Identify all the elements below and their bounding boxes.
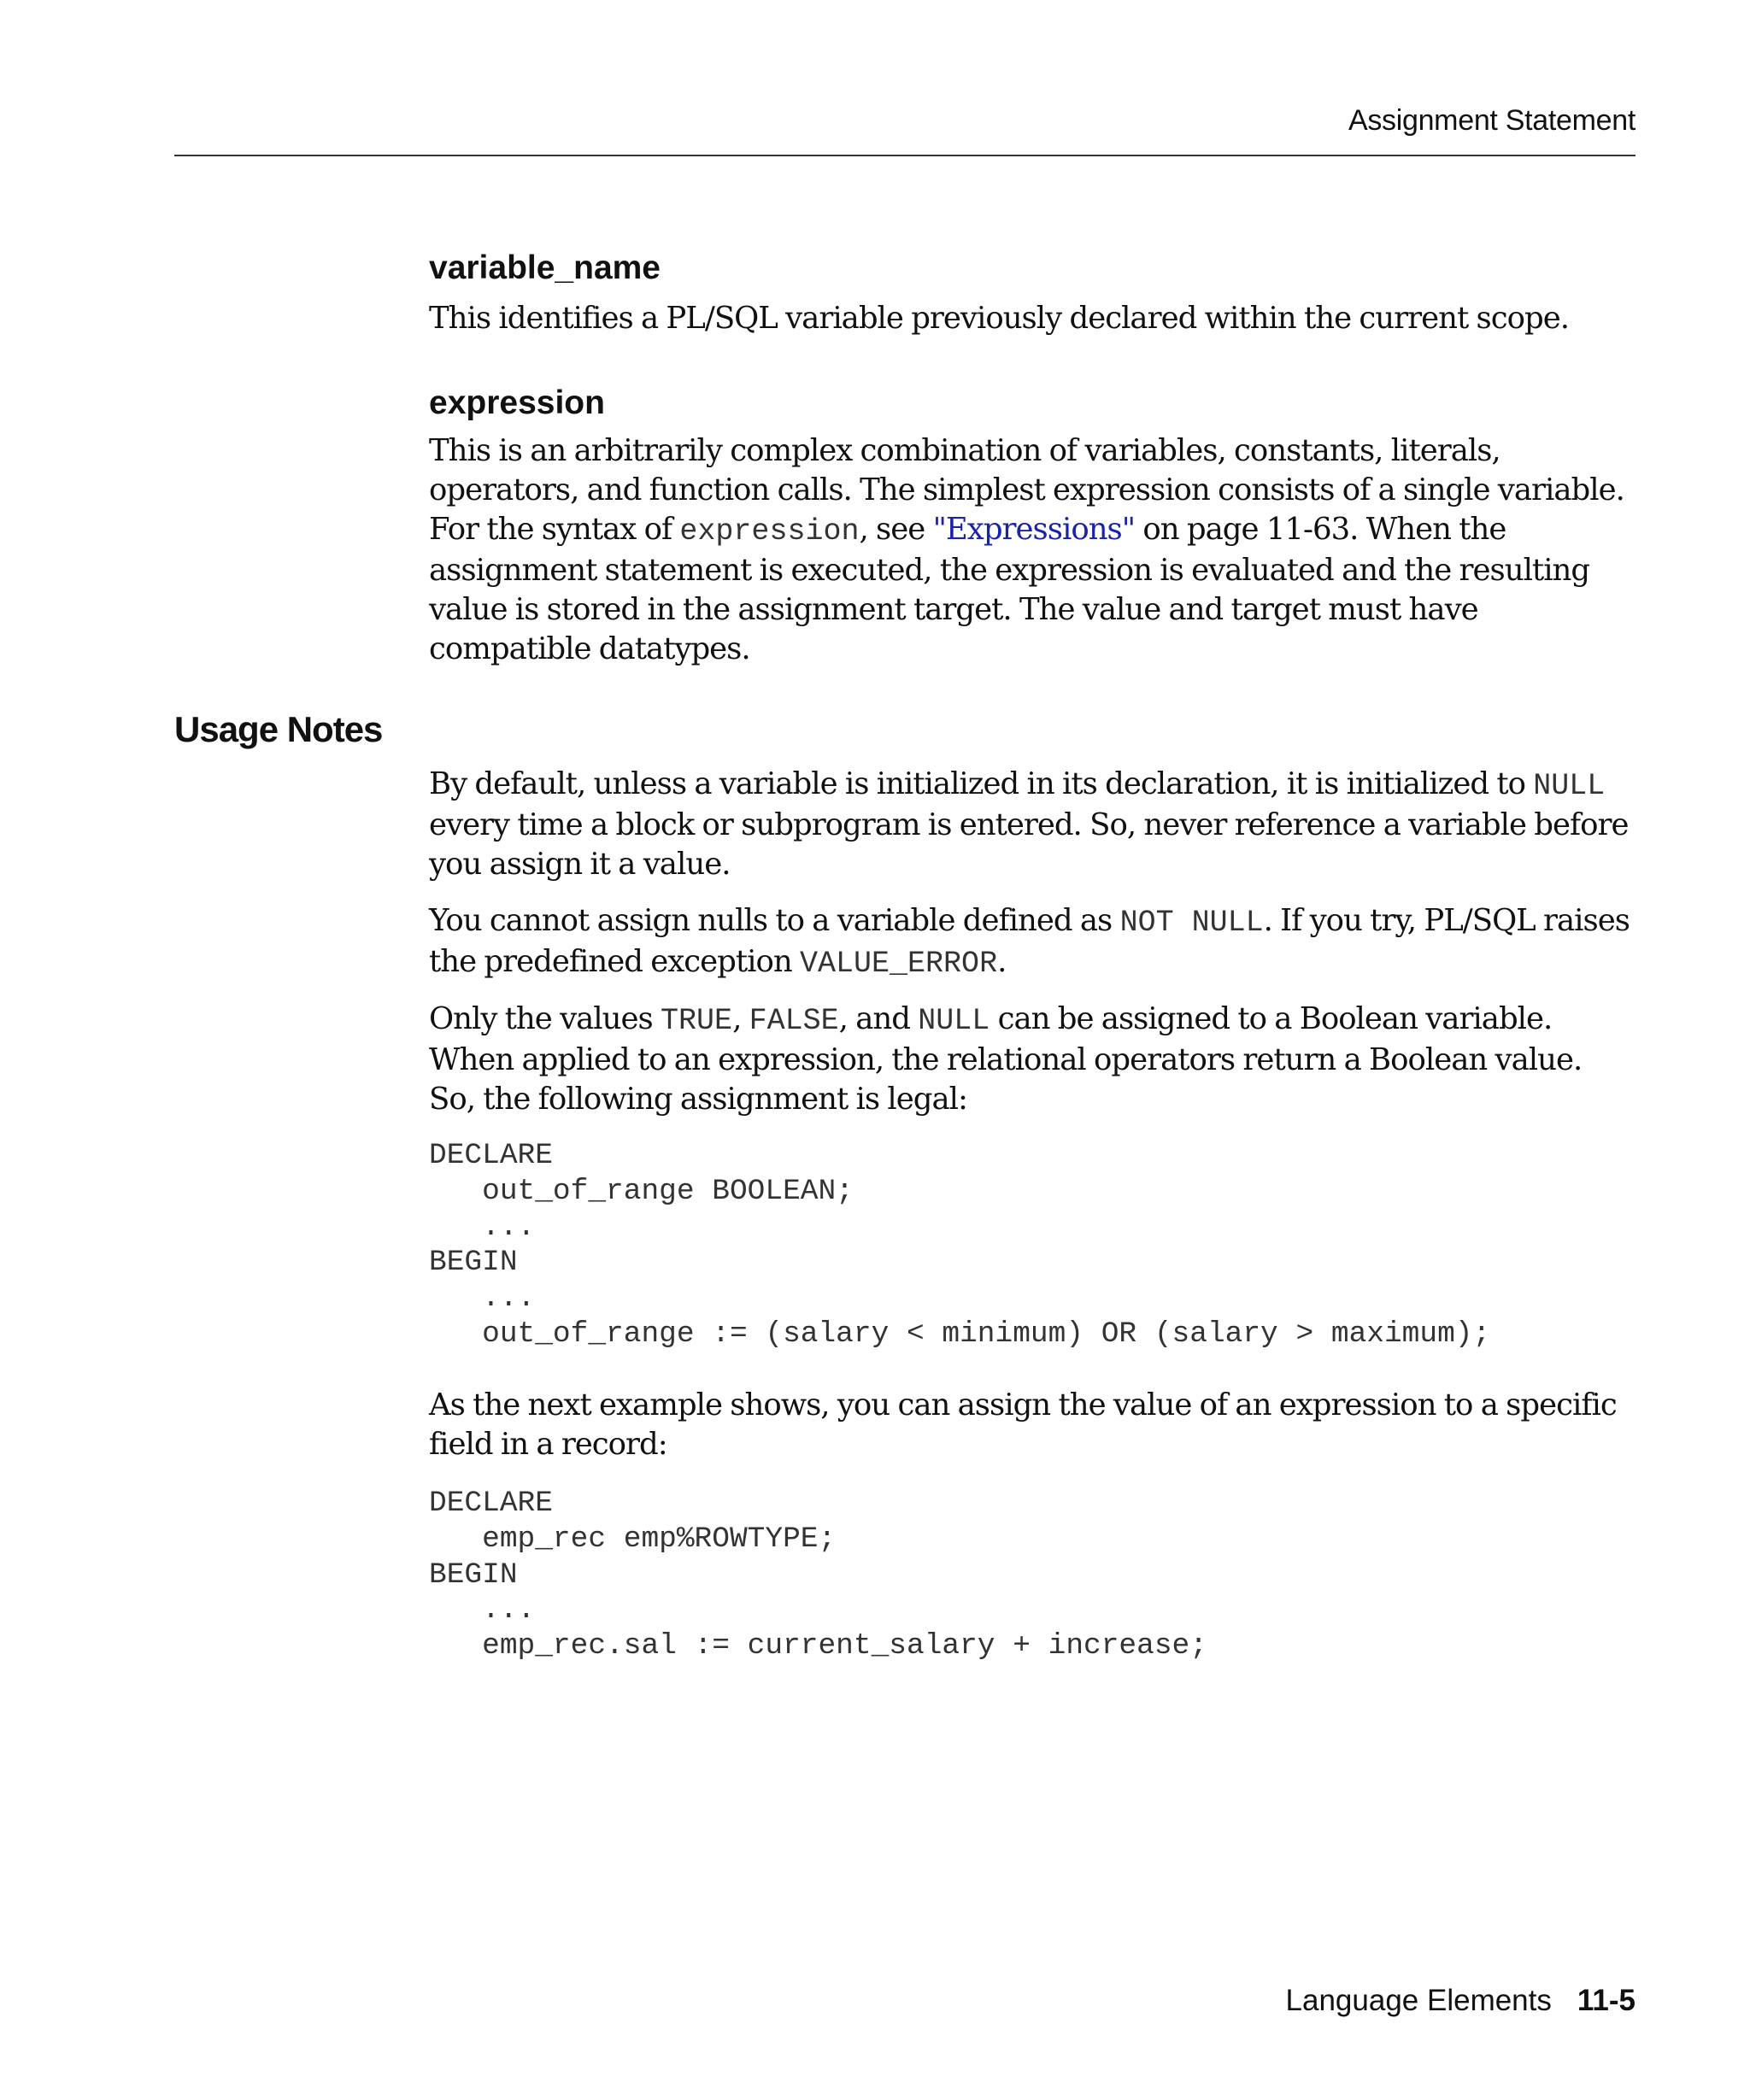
code-term-not-null: NOT NULL bbox=[1119, 906, 1264, 940]
code-term-value-error: VALUE_ERROR bbox=[800, 947, 998, 981]
page-footer bbox=[1286, 1984, 1635, 2018]
usage-note-record-field: As the next example shows, you can assign the value of an expression to a specific field in a record: bbox=[429, 1387, 1617, 1462]
running-header: Assignment Statement bbox=[1348, 104, 1635, 137]
expression-description bbox=[429, 431, 1635, 669]
expression-text-part: on page 11-63. When the assignment statement is executed, the expression is evaluated and the resulting value is stored in the assignment target. The value and target must have compatible datatypes. bbox=[429, 512, 1590, 666]
expression-text-part: , see bbox=[859, 512, 933, 547]
usage-note-default-null bbox=[429, 765, 1635, 884]
expression-heading: expression bbox=[429, 384, 605, 421]
code-term-true: TRUE bbox=[661, 1004, 733, 1038]
usage-note-boolean bbox=[429, 1000, 1635, 1119]
expressions-cross-reference-link[interactable]: "Expressions" bbox=[932, 512, 1136, 547]
variable-name-heading: variable_name bbox=[429, 249, 661, 286]
code-term-null: NULL bbox=[918, 1004, 990, 1038]
usage-note-text-part: . bbox=[997, 944, 1007, 979]
expression-code-term: expression bbox=[679, 514, 860, 548]
variable-name-description: This identifies a PL/SQL variable previously declared within the current scope. bbox=[429, 301, 1569, 336]
usage-note-text-part: , bbox=[732, 1001, 749, 1036]
usage-notes-heading: Usage Notes bbox=[174, 709, 383, 749]
usage-note-text-part: , and bbox=[838, 1001, 919, 1036]
usage-note-text-part: every time a block or subprogram is entered. So, never reference a variable before you assign it a value. bbox=[429, 807, 1629, 882]
header-rule bbox=[174, 155, 1635, 156]
code-example-boolean-assignment: DECLARE out_of_range BOOLEAN; ... BEGIN ... out_of_range := (salary < minimum) OR (salary > maximum); bbox=[429, 1139, 1491, 1351]
usage-note-text-part: . If you try, PL/SQL raises the predefined exception bbox=[429, 903, 1630, 979]
code-term-false: FALSE bbox=[749, 1004, 839, 1038]
footer-chapter-title: Language Elements bbox=[1285, 1984, 1552, 2017]
usage-note-not-null bbox=[429, 901, 1635, 983]
footer-page-number: 11-5 bbox=[1577, 1984, 1635, 2017]
usage-note-text-part: By default, unless a variable is initialized in its declaration, it is initialized to bbox=[429, 766, 1534, 801]
usage-note-text-part: Only the values bbox=[429, 1001, 661, 1036]
code-term-null: NULL bbox=[1533, 769, 1606, 803]
code-example-record-assignment: DECLARE emp_rec emp%ROWTYPE; BEGIN ... emp_rec.sal := current_salary + increase; bbox=[429, 1487, 1207, 1663]
usage-note-text-part: You cannot assign nulls to a variable defined as bbox=[429, 903, 1120, 938]
usage-note-text-part: can be assigned to a Boolean variable. When applied to an expression, the relational operators return a Boolean value. So, the following assignment is legal: bbox=[429, 1001, 1583, 1117]
expression-text-part: This is an arbitrarily complex combination of variables, constants, literals, operators, and function calls. The simplest expression consists of a single variable. For the syntax of bbox=[429, 433, 1624, 547]
